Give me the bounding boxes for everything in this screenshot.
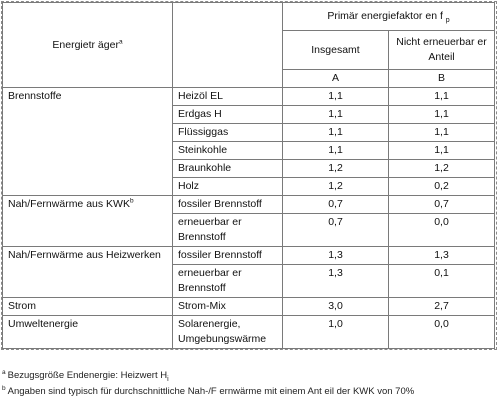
factor-nonrenewable-cell: 0,7 [389,196,495,214]
table-row [3,196,495,214]
subcategory-cell: Strom-Mix [173,298,283,316]
factor-total-cell: 1,1 [283,88,389,106]
factor-nonrenewable-cell: 0,1 [389,265,495,298]
footnote-mark: a [2,368,6,376]
group-name: Nah/Fernwärme aus Heizwerken [8,249,161,261]
table-row [3,298,495,316]
factor-total-cell: 0,7 [283,196,389,214]
table-row [3,88,495,106]
table-row [3,247,495,265]
column-header-total: Insgesamt [283,31,389,70]
group-name: Brennstoffe [8,90,62,102]
subcategory-cell: erneuerbar er Brennstoff [173,265,283,298]
subcategory-cell: Erdgas H [173,106,283,124]
factor-nonrenewable-cell: 2,7 [389,298,495,316]
group-cell [3,196,173,247]
group-name: Strom [8,300,37,312]
factor-total-cell: 1,1 [283,124,389,142]
factor-nonrenewable-cell: 1,1 [389,106,495,124]
group-footnote-mark: b [129,197,134,205]
subcategory-cell: Flüssiggas [173,124,283,142]
factor-total-cell: 0,7 [283,214,389,247]
subcategory-cell: Holz [173,178,283,196]
group-name: Nah/Fernwärme aus KWK [8,198,130,210]
factor-total-cell: 1,3 [283,247,389,265]
primary-energy-factor-subscript: p [445,17,450,25]
footnote-text: Bezugsgröße Endenergie: Heizwert H [7,370,168,381]
subcategory-cell: Steinkohle [173,142,283,160]
factor-nonrenewable-cell: 0,0 [389,214,495,247]
factor-total-cell: 1,1 [283,142,389,160]
factor-nonrenewable-cell: 1,1 [389,88,495,106]
footnote-mark: b [2,384,6,392]
footnote-line [2,368,494,384]
footnote-subscript: i [167,375,169,383]
subcategory-cell: fossiler Brennstoff [173,247,283,265]
factor-nonrenewable-cell: 0,2 [389,178,495,196]
group-cell [3,298,173,316]
energy-carrier-header [3,3,173,88]
energy-carrier-header-label: Energietr äger [52,38,119,51]
factor-total-cell: 1,3 [283,265,389,298]
footnote-line [2,384,494,400]
factor-total-cell: 1,0 [283,316,389,349]
group-name: Umweltenergie [8,318,79,330]
table-body [3,88,495,349]
column-letter-a: A [283,70,389,88]
column-header-nonrenewable: Nicht erneuerbar er Anteil [389,31,495,70]
subcategory-cell: Braunkohle [173,160,283,178]
factor-total-cell: 1,1 [283,106,389,124]
factor-total-cell: 1,2 [283,178,389,196]
primary-energy-factor-header [283,3,495,31]
group-cell [3,247,173,298]
primary-energy-factor-table [2,2,495,349]
factor-nonrenewable-cell: 1,2 [389,160,495,178]
factor-nonrenewable-cell: 1,1 [389,142,495,160]
footnote-text: Angaben sind typisch für durchschnittliche Nah-/F ernwärme mit einem Ant eil der KWK von 70% [7,386,415,397]
subcategory-cell: fossiler Brennstoff [173,196,283,214]
subcategory-cell: Heizöl EL [173,88,283,106]
factor-nonrenewable-cell: 1,1 [389,124,495,142]
footnotes [2,368,494,400]
energy-carrier-footnote-mark: a [118,38,123,45]
subcategory-header [173,3,283,88]
group-cell [3,88,173,196]
group-cell [3,316,173,349]
column-letter-b: B [389,70,495,88]
factor-nonrenewable-cell: 0,0 [389,316,495,349]
factor-nonrenewable-cell: 1,3 [389,247,495,265]
factor-total-cell: 1,2 [283,160,389,178]
subcategory-cell: erneuerbar er Brennstoff [173,214,283,247]
subcategory-cell: Solarenergie, Umgebungswärme [173,316,283,349]
primary-energy-factor-label: Primär energiefaktor en f [327,10,443,22]
factor-total-cell: 3,0 [283,298,389,316]
table-row [3,316,495,349]
